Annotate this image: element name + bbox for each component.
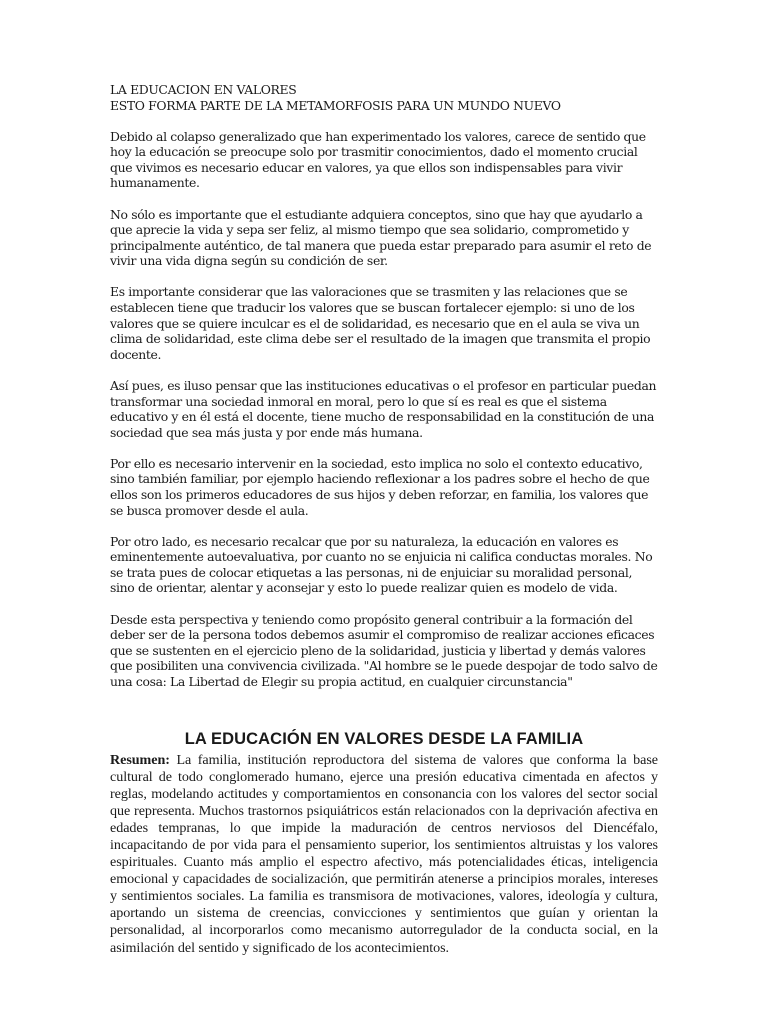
abstract-paragraph	[110, 752, 658, 957]
document-page	[110, 82, 658, 957]
paragraph-4: Así pues, es iluso pensar que las instituciones educativas o el profesor en particular puedan transformar una sociedad inmoral en moral, pero lo que sí es real es que el sistema educativo y en él está el docente, tiene mucho de responsabilidad en la constitución de una sociedad que sea más justa y por ende más humana.	[110, 377, 657, 440]
document-heading	[110, 82, 658, 113]
heading-line-1: LA EDUCACION EN VALORES	[110, 82, 297, 97]
heading-line-2: ESTO FORMA PARTE DE LA METAMORFOSIS PARA UN MUNDO NUEVO	[110, 97, 561, 113]
abstract-label: Resumen:	[110, 751, 170, 768]
paragraph-5: Por ello es necesario intervenir en la sociedad, esto implica no solo el contexto educativo, sino también familiar, por ejemplo haciendo reflexionar a los padres sobre el hecho de que ellos son los primeros educadores de sus hijos y deben reforzar, en familia, los valores que se busca promover desde el aula.	[110, 455, 650, 518]
paragraph-3: Es importante considerar que las valoraciones que se trasmiten y las relaciones que se establecen tiene que traducir los valores que se buscan fortalecer ejemplo: si uno de los valores que se quiere inculcar es el de solidaridad, es necesario que en el aula se viva un clima de solidaridad, este clima debe ser el resultado de la imagen que transmita el propio docente.	[110, 284, 651, 362]
paragraph-2: No sólo es importante que el estudiante adquiera conceptos, sino que hay que ayudarlo a que aprecie la vida y sepa ser feliz, al mismo tiempo que sea solidario, comprometido y principalmente auténtico, de tal manera que pueda estar preparado para asumir el reto de vivir una vida digna según su condición de ser.	[110, 206, 652, 269]
section-title: LA EDUCACIÓN EN VALORES DESDE LA FAMILIA	[184, 729, 584, 748]
abstract-text: La familia, institución reproductora del sistema de valores que conforma la base cultural de todo conglomerado humano, ejerce una presión educativa cimentada en afectos y reglas, modelando actitudes y comportamientos en consonancia con los valores del sector social que representa. Muchos trastornos psiquiátricos están relacionados con la deprivación afectiva en edades tempranas, lo que impide la maduración de centros nerviosos del Diencéfalo, incapacitando de por vida para el pensamiento superior, los sentimientos altruistas y los valores espirituales. Cuanto más amplio el espectro afectivo, más potencialidades éticas, inteligencia emocional y capacidades de socialización, que permitirán atenerse a principios morales, intereses y sentimientos sociales. La familia es transmisora de motivaciones, valores, ideología y cultura, aportando un sistema de creencias, convicciones y sentimientos que guían y orientan la personalidad, al incorporarlos como mecanismo autorregulador de la conducta social, en la asimilación del sentido y significado de los acontecimientos.	[110, 751, 658, 956]
paragraph-7: Desde esta perspectiva y teniendo como propósito general contribuir a la formación del deber ser de la persona todos debemos asumir el compromiso de realizar acciones eficaces que se sustenten en el ejercicio pleno de la solidaridad, justicia y libertad y demás valores que posibiliten una convivencia civilizada. "Al hombre se le puede despojar de todo salvo de una cosa: La Libertad de Elegir su propia actitud, en cualquier circunstancia"	[110, 611, 658, 689]
paragraph-1: Debido al colapso generalizado que han experimentado los valores, carece de sentido que hoy la educación se preocupe solo por trasmitir conocimientos, dado el momento crucial que vivimos es necesario educar en valores, ya que ellos son indispensables para vivir humanamente.	[110, 128, 646, 191]
paragraph-6: Por otro lado, es necesario recalcar que por su naturaleza, la educación en valores es eminentemente autoevaluativa, por cuanto no se enjuicia ni califica conductas morales. No se trata pues de colocar etiquetas a las personas, ni de enjuiciar su moralidad personal, sino de orientar, alentar y aconsejar y esto lo puede realizar quien es modelo de vida.	[110, 533, 653, 596]
